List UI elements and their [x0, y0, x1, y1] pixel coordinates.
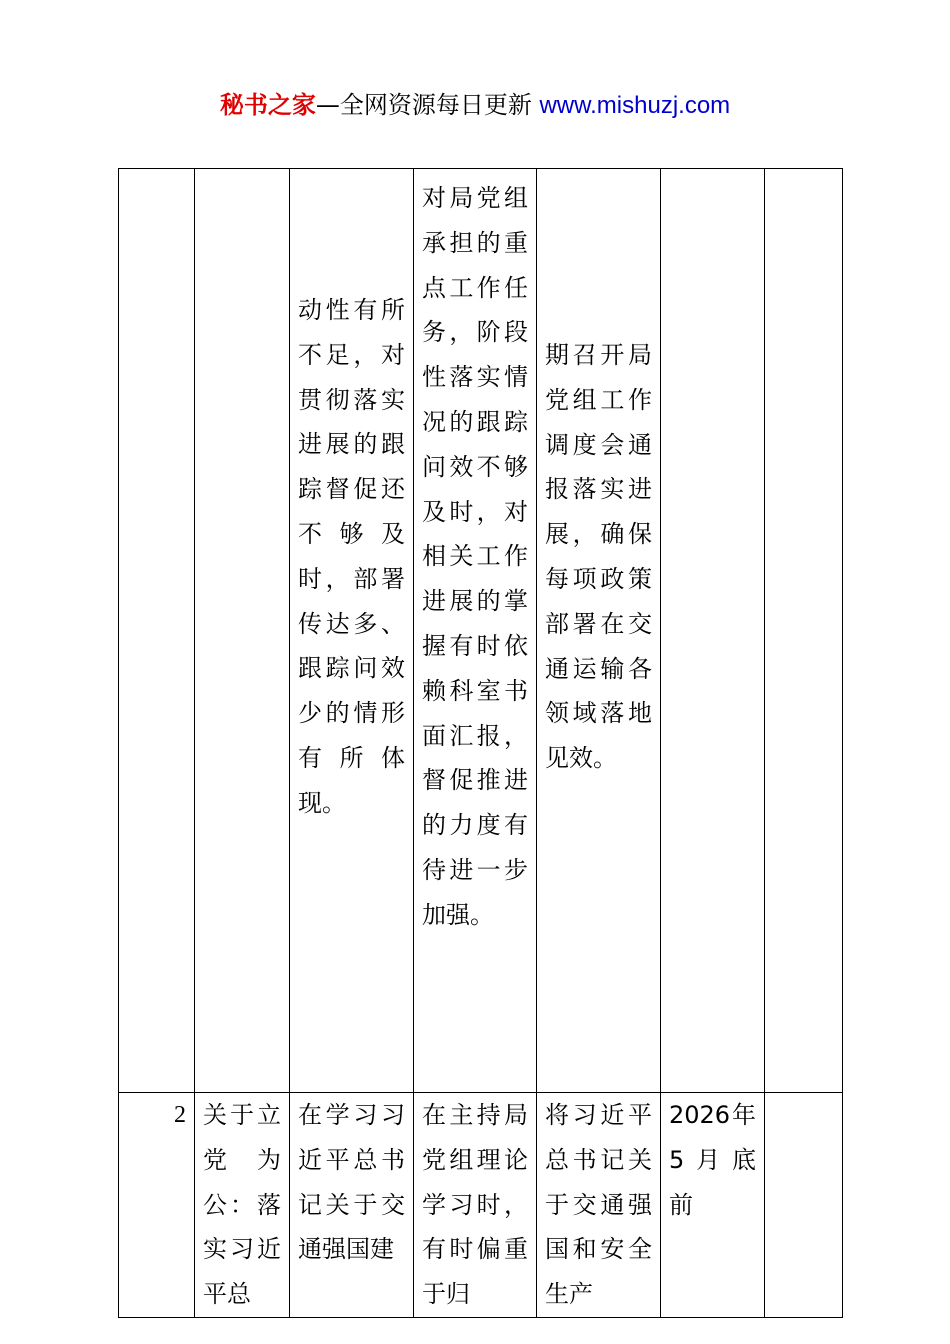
cell-detail: 在主持局党组理论学习时，有时偏重于归 — [414, 1093, 537, 1318]
cell-topic: 关于立党为公：落实习近平总 — [195, 1093, 290, 1318]
cell-note — [765, 169, 843, 1093]
site-slogan: —全网资源每日更新 — [315, 91, 532, 119]
cell-deadline — [661, 169, 765, 1093]
cell-measure: 期召开局党组工作调度会通报落实进展，确保每项政策部署在交通运输各领域落地见效。 — [537, 169, 661, 1093]
cell-note — [765, 1093, 843, 1318]
cell-detail: 对局党组承担的重点工作任务，阶段性落实情况的跟踪问效不够及时，对相关工作进展的掌握有时依赖科室书面汇报，督促推进的力度有待进一步加强。 — [414, 169, 537, 1093]
rectification-table — [118, 168, 843, 1318]
cell-topic — [195, 169, 290, 1093]
cell-problem: 在学习习近平总书记关于交通强国建 — [290, 1093, 414, 1318]
cell-problem: 动性有所不足，对贯彻落实进展的跟踪督促还不够及时，部署传达多、跟踪问效少的情形有所体现。 — [290, 169, 414, 1093]
table-row — [119, 1093, 843, 1318]
cell-index: 2 — [119, 1093, 195, 1318]
cell-deadline: 2026年5月底前 — [661, 1093, 765, 1318]
table-row — [119, 169, 843, 1093]
cell-index — [119, 169, 195, 1093]
site-url[interactable]: www.mishuzj.com — [539, 92, 731, 119]
page-header — [0, 88, 950, 123]
site-brand: 秘书之家 — [219, 91, 316, 119]
cell-measure: 将习近平总书记关于交通强国和安全生产 — [537, 1093, 661, 1318]
